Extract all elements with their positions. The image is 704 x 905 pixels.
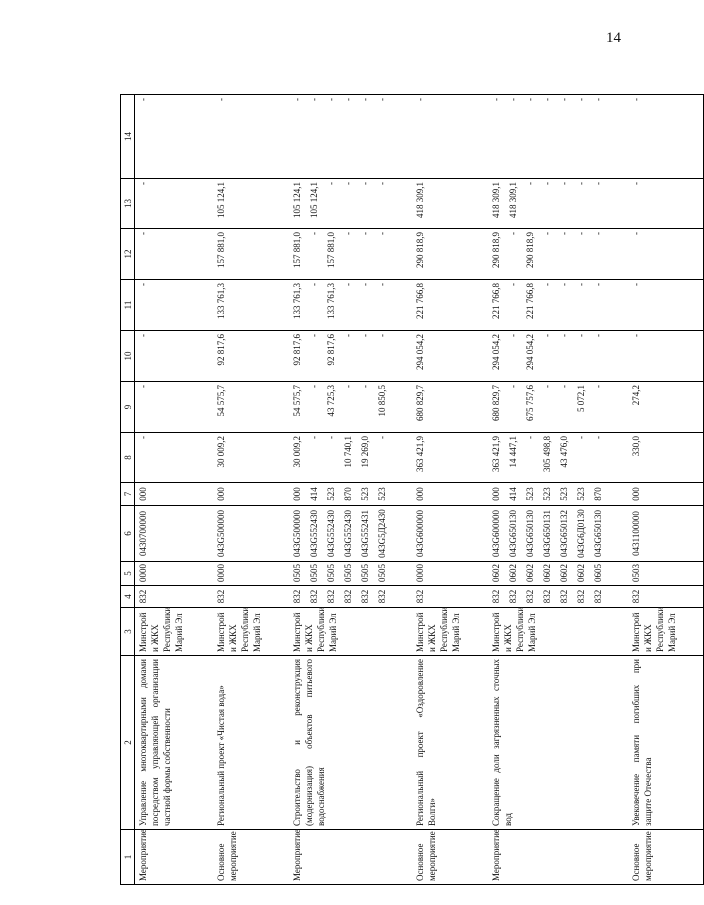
col-header: 7 — [121, 483, 135, 506]
amount-cell: - — [505, 95, 522, 179]
code-cell: 043G552431 — [357, 506, 374, 562]
col-header: 5 — [121, 562, 135, 586]
amount-cell: 680 829,7 — [412, 382, 488, 433]
amount-cell: 363 421,9 — [488, 433, 505, 483]
code-cell: 0602 — [573, 562, 590, 586]
row-type-cell: Основное мероприятие — [213, 830, 289, 885]
amount-cell: - — [323, 179, 340, 229]
row-executor-cell: Минстрой и ЖКХ Республики Марий Эл — [213, 608, 289, 656]
code-cell: 000 — [628, 483, 704, 506]
amount-cell: - — [505, 280, 522, 331]
row-name-cell: Сокращение доли загрязненных сточных вод — [488, 656, 628, 830]
code-cell: 523 — [374, 483, 412, 506]
amount-cell: - — [573, 229, 590, 280]
amount-cell: - — [539, 382, 556, 433]
code-cell: 000 — [213, 483, 289, 506]
amount-cell: - — [573, 179, 590, 229]
col-header: 2 — [121, 656, 135, 830]
row-executor-cell: Минстрой и ЖКХ Республики Марий Эл — [628, 608, 704, 656]
code-cell: 523 — [357, 483, 374, 506]
amount-cell: - — [628, 280, 704, 331]
col-header: 1 — [121, 830, 135, 885]
code-cell: 043G650130 — [590, 506, 628, 562]
amount-cell: - — [357, 382, 374, 433]
code-cell: 043G500000 — [289, 506, 306, 562]
col-header: 12 — [121, 229, 135, 280]
row-type-cell: Основное мероприятие — [628, 830, 704, 885]
code-cell: 0000 — [412, 562, 488, 586]
amount-cell: - — [556, 229, 573, 280]
code-cell: 043G6Д0130 — [573, 506, 590, 562]
code-cell: 0505 — [289, 562, 306, 586]
amount-cell: 43 476,0 — [556, 433, 573, 483]
budget-table — [120, 94, 704, 885]
col-header: 11 — [121, 280, 135, 331]
code-cell: 523 — [323, 483, 340, 506]
row-type-cell: Мероприятие — [289, 830, 412, 885]
code-cell: 0000 — [213, 562, 289, 586]
code-cell: 832 — [135, 586, 213, 608]
amount-cell: 221 766,8 — [412, 280, 488, 331]
amount-cell: - — [522, 433, 539, 483]
amount-cell: 305 498,8 — [539, 433, 556, 483]
amount-cell: - — [135, 280, 213, 331]
amount-cell: 54 575,7 — [289, 382, 306, 433]
col-header: 10 — [121, 331, 135, 382]
code-cell: 832 — [590, 586, 628, 608]
code-cell: 0505 — [306, 562, 323, 586]
col-header: 3 — [121, 608, 135, 656]
amount-cell: - — [505, 331, 522, 382]
code-cell: 523 — [556, 483, 573, 506]
rotated-page — [120, 95, 677, 885]
code-cell: 0505 — [374, 562, 412, 586]
amount-cell: - — [412, 95, 488, 179]
amount-cell: - — [306, 382, 323, 433]
amount-cell: 105 124,1 — [213, 179, 289, 229]
amount-cell: - — [590, 280, 628, 331]
code-cell: 523 — [539, 483, 556, 506]
code-cell: 832 — [323, 586, 340, 608]
amount-cell: 133 761,3 — [289, 280, 306, 331]
amount-cell: - — [357, 229, 374, 280]
code-cell: 0602 — [556, 562, 573, 586]
code-cell: 000 — [488, 483, 505, 506]
row-name-cell: Региональный проект «Оздоровление Волги» — [412, 656, 488, 830]
amount-cell: 418 309,1 — [412, 179, 488, 229]
table-row — [488, 95, 505, 885]
amount-cell: 30 009,2 — [213, 433, 289, 483]
code-cell: 523 — [573, 483, 590, 506]
code-cell: 0602 — [488, 562, 505, 586]
code-cell: 414 — [306, 483, 323, 506]
code-cell: 832 — [539, 586, 556, 608]
code-cell: 832 — [522, 586, 539, 608]
code-cell: 0602 — [522, 562, 539, 586]
amount-cell: 294 054,2 — [522, 331, 539, 382]
amount-cell: 221 766,8 — [488, 280, 505, 331]
amount-cell: 14 447,1 — [505, 433, 522, 483]
amount-cell: 675 757,6 — [522, 382, 539, 433]
amount-cell: - — [323, 95, 340, 179]
amount-cell: - — [340, 179, 357, 229]
code-cell: 832 — [488, 586, 505, 608]
amount-cell: - — [374, 433, 412, 483]
code-cell: 043G552430 — [340, 506, 357, 562]
table-row — [289, 95, 306, 885]
row-name-cell: Управление многоквартирными домами посредством управляющей организации частной формы собственности — [135, 656, 213, 830]
amount-cell: 133 761,3 — [213, 280, 289, 331]
row-executor-cell: Минстрой и ЖКХ Республики Марий Эл — [412, 608, 488, 656]
amount-cell: - — [323, 433, 340, 483]
amount-cell: - — [573, 331, 590, 382]
code-cell: 870 — [340, 483, 357, 506]
amount-cell: - — [374, 95, 412, 179]
amount-cell: 274,2 — [628, 382, 704, 433]
code-cell: 523 — [522, 483, 539, 506]
amount-cell: - — [135, 331, 213, 382]
amount-cell: - — [556, 382, 573, 433]
code-cell: 000 — [412, 483, 488, 506]
row-executor-cell: Минстрой и ЖКХ Республики Марий Эл — [488, 608, 628, 656]
amount-cell: - — [357, 280, 374, 331]
amount-cell: 92 817,6 — [289, 331, 306, 382]
row-executor-cell: Минстрой и ЖКХ Республики Марий Эл — [289, 608, 412, 656]
amount-cell: 10 850,5 — [374, 382, 412, 433]
code-cell: 0430700000 — [135, 506, 213, 562]
col-header: 4 — [121, 586, 135, 608]
col-header: 13 — [121, 179, 135, 229]
amount-cell: - — [306, 95, 323, 179]
amount-cell: - — [374, 331, 412, 382]
amount-cell: - — [374, 280, 412, 331]
amount-cell: - — [357, 331, 374, 382]
code-cell: 043G600000 — [488, 506, 505, 562]
row-name-cell: Региональный проект «Чистая вода» — [213, 656, 289, 830]
code-cell: 043G650132 — [556, 506, 573, 562]
amount-cell: - — [590, 179, 628, 229]
code-cell: 043G650130 — [522, 506, 539, 562]
amount-cell: - — [556, 95, 573, 179]
col-header: 14 — [121, 95, 135, 179]
amount-cell: - — [556, 280, 573, 331]
amount-cell: - — [374, 229, 412, 280]
amount-cell: 30 009,2 — [289, 433, 306, 483]
code-cell: 000 — [289, 483, 306, 506]
amount-cell: 92 817,6 — [323, 331, 340, 382]
amount-cell: - — [590, 433, 628, 483]
amount-cell: - — [539, 331, 556, 382]
amount-cell: - — [289, 95, 306, 179]
code-cell: 832 — [213, 586, 289, 608]
code-cell: 0602 — [539, 562, 556, 586]
amount-cell: - — [573, 433, 590, 483]
col-header: 9 — [121, 382, 135, 433]
amount-cell: 19 269,0 — [357, 433, 374, 483]
row-name-cell: Увековечение памяти погибших при защите Отечества — [628, 656, 704, 830]
row-type-cell: Основное мероприятие — [412, 830, 488, 885]
amount-cell: 5 072,1 — [573, 382, 590, 433]
code-cell: 043G552430 — [323, 506, 340, 562]
code-cell: 832 — [628, 586, 704, 608]
amount-cell: - — [628, 179, 704, 229]
amount-cell: - — [539, 95, 556, 179]
code-cell: 0505 — [357, 562, 374, 586]
amount-cell: - — [573, 95, 590, 179]
code-cell: 832 — [306, 586, 323, 608]
code-cell: 832 — [374, 586, 412, 608]
amount-cell: - — [505, 382, 522, 433]
amount-cell: 418 309,1 — [505, 179, 522, 229]
code-cell: 043G600000 — [412, 506, 488, 562]
amount-cell: - — [340, 331, 357, 382]
table-row — [628, 95, 704, 885]
amount-cell: - — [522, 179, 539, 229]
table-row — [213, 95, 289, 885]
code-cell: 043G500000 — [213, 506, 289, 562]
amount-cell: - — [306, 280, 323, 331]
amount-cell: 133 761,3 — [323, 280, 340, 331]
amount-cell: 157 881,0 — [323, 229, 340, 280]
amount-cell: - — [306, 229, 323, 280]
code-cell: 832 — [556, 586, 573, 608]
amount-cell: - — [306, 331, 323, 382]
code-cell: 000 — [135, 483, 213, 506]
amount-cell: - — [556, 179, 573, 229]
col-header: 8 — [121, 433, 135, 483]
amount-cell: 105 124,1 — [306, 179, 323, 229]
code-cell: 870 — [590, 483, 628, 506]
amount-cell: - — [556, 331, 573, 382]
amount-cell: - — [135, 382, 213, 433]
code-cell: 414 — [505, 483, 522, 506]
amount-cell: - — [590, 229, 628, 280]
amount-cell: 290 818,9 — [522, 229, 539, 280]
amount-cell: 10 740,1 — [340, 433, 357, 483]
amount-cell: 221 766,8 — [522, 280, 539, 331]
row-executor-cell: Минстрой и ЖКХ Республики Марий Эл — [135, 608, 213, 656]
table-row — [412, 95, 488, 885]
code-cell: 0431100000 — [628, 506, 704, 562]
amount-cell: - — [135, 95, 213, 179]
amount-cell: 105 124,1 — [289, 179, 306, 229]
page-number: 14 — [606, 30, 621, 46]
row-name-cell: Строительство и реконструкция (модернизация) объектов питьевого водоснабжения — [289, 656, 412, 830]
code-cell: 832 — [289, 586, 306, 608]
amount-cell: 294 054,2 — [488, 331, 505, 382]
amount-cell: - — [628, 331, 704, 382]
amount-cell: - — [213, 95, 289, 179]
amount-cell: 43 725,3 — [323, 382, 340, 433]
code-cell: 043G5Д2430 — [374, 506, 412, 562]
amount-cell: - — [306, 433, 323, 483]
amount-cell: 290 818,9 — [488, 229, 505, 280]
code-cell: 832 — [505, 586, 522, 608]
amount-cell: 330,0 — [628, 433, 704, 483]
amount-cell: - — [357, 95, 374, 179]
code-cell: 0503 — [628, 562, 704, 586]
col-header: 6 — [121, 506, 135, 562]
code-cell: 0505 — [340, 562, 357, 586]
amount-cell: - — [135, 179, 213, 229]
amount-cell: - — [573, 280, 590, 331]
amount-cell: 92 817,6 — [213, 331, 289, 382]
code-cell: 832 — [573, 586, 590, 608]
code-cell: 832 — [357, 586, 374, 608]
amount-cell: - — [340, 229, 357, 280]
row-type-cell: Мероприятие — [488, 830, 628, 885]
amount-cell: 418 309,1 — [488, 179, 505, 229]
amount-cell: - — [628, 229, 704, 280]
amount-cell: - — [590, 95, 628, 179]
amount-cell: - — [340, 95, 357, 179]
row-type-cell: Мероприятие — [135, 830, 213, 885]
amount-cell: - — [590, 331, 628, 382]
amount-cell: - — [522, 95, 539, 179]
amount-cell: - — [357, 179, 374, 229]
code-cell: 0000 — [135, 562, 213, 586]
amount-cell: - — [340, 280, 357, 331]
amount-cell: - — [340, 382, 357, 433]
amount-cell: - — [135, 433, 213, 483]
amount-cell: 157 881,0 — [213, 229, 289, 280]
code-cell: 0602 — [505, 562, 522, 586]
amount-cell: - — [539, 229, 556, 280]
amount-cell: - — [628, 95, 704, 179]
table-row — [135, 95, 213, 885]
code-cell: 043G650131 — [539, 506, 556, 562]
amount-cell: - — [135, 229, 213, 280]
amount-cell: - — [590, 382, 628, 433]
code-cell: 0505 — [323, 562, 340, 586]
code-cell: 043G552430 — [306, 506, 323, 562]
amount-cell: - — [539, 179, 556, 229]
code-cell: 832 — [412, 586, 488, 608]
code-cell: 0605 — [590, 562, 628, 586]
code-cell: 832 — [340, 586, 357, 608]
amount-cell: 363 421,9 — [412, 433, 488, 483]
amount-cell: 157 881,0 — [289, 229, 306, 280]
amount-cell: 290 818,9 — [412, 229, 488, 280]
code-cell: 043G650130 — [505, 506, 522, 562]
amount-cell: - — [374, 179, 412, 229]
amount-cell: - — [505, 229, 522, 280]
header-row — [121, 95, 135, 885]
amount-cell: 294 054,2 — [412, 331, 488, 382]
amount-cell: - — [539, 280, 556, 331]
amount-cell: 680 829,7 — [488, 382, 505, 433]
amount-cell: - — [488, 95, 505, 179]
amount-cell: 54 575,7 — [213, 382, 289, 433]
